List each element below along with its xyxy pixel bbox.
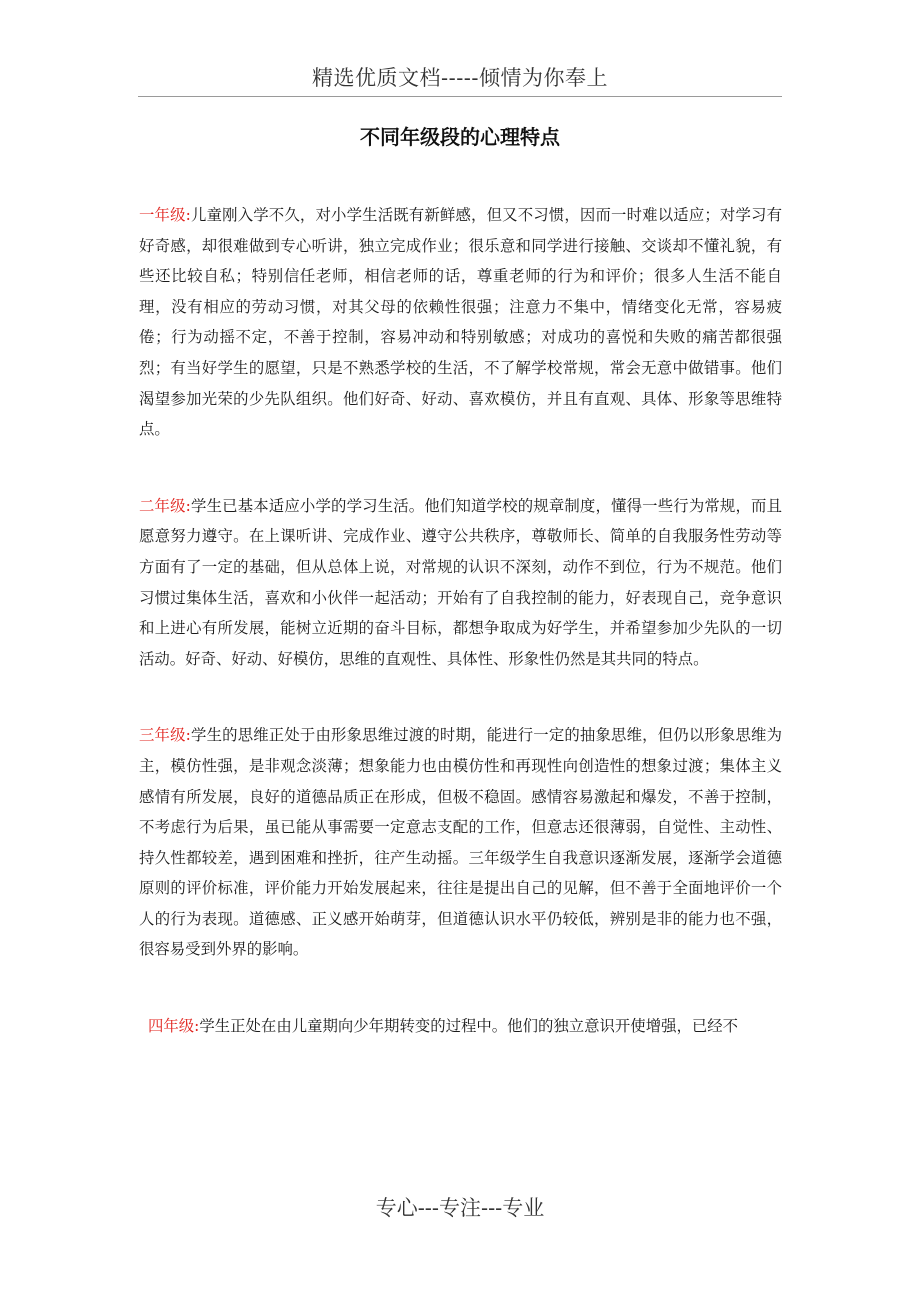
header-divider bbox=[138, 96, 782, 97]
section-text: 学生正处在由儿童期向少年期转变的过程中。他们的独立意识开使增强，已经不 bbox=[199, 1017, 739, 1036]
section-grade-2 bbox=[139, 491, 782, 675]
section-grade-3 bbox=[139, 720, 782, 965]
document-title: 不同年级段的心理特点 bbox=[360, 125, 560, 149]
grade-label: 二年级: bbox=[139, 496, 191, 515]
grade-label: 三年级: bbox=[139, 726, 191, 745]
grade-label: 一年级: bbox=[139, 206, 191, 224]
running-footer: 专心---专注---专业 bbox=[375, 1196, 545, 1220]
section-text: 学生的思维正处于由形象思维过渡的时期，能进行一定的抽象思维，但仍以形象思维为主，模仿性强，是非观念淡薄；想象能力也由模仿性和再现性向创造性的想象过渡；集体主义感情有所发展，良好的道德品质正在形成，但极不稳固。感情容易激起和爆发，不善于控制，不考虑行为后果，虽已能从事需要一定意志支配的工作，但意志还很薄弱，自觉性、主动性、持久性都较差，遇到困难和挫折，往产生动摇。三年级学生自我意识逐渐发展，逐渐学会道德原则的评价标准，评价能力开始发展起来，往往是提出自己的见解，但不善于全面地评价一个人的行为表现。道德感、正义感开始萌芽，但道德认识水平仍较低，辨别是非的能力也不强，很容易受到外界的影响。 bbox=[139, 726, 782, 959]
grade-label: 四年级: bbox=[148, 1017, 200, 1036]
section-text: 学生已基本适应小学的学习生活。他们知道学校的规章制度，懂得一些行为常规，而且愿意努力遵守。在上课听讲、完成作业、遵守公共秩序，尊敬师长、简单的自我服务性劳动等方面有了一定的基础，但从总体上说，对常规的认识不深刻，动作不到位，行为不规范。他们习惯过集体生活，喜欢和小伙伴一起活动；开始有了自我控制的能力，好表现自己，竞争意识和上进心有所发展，能树立近期的奋斗目标，都想争取成为好学生，并希望参加少先队的一切活动。好奇、好动、好模仿，思维的直观性、具体性、形象性仍然是其共同的特点。 bbox=[139, 496, 782, 668]
document-body bbox=[139, 200, 782, 1042]
section-text: 儿童刚入学不久，对小学生活既有新鲜感，但又不习惯，因而一时难以适应；对学习有好奇感，却很难做到专心听讲，独立完成作业；很乐意和同学进行接触、交谈却不懂礼貌，有些还比较自私；特别信任老师，相信老师的话，尊重老师的行为和评价；很多人生活不能自理，没有相应的劳动习惯，对其父母的依赖性很强；注意力不集中，情绪变化无常，容易疲倦；行为动摇不定，不善于控制，容易冲动和特别敏感；对成功的喜悦和失败的痛苦都很强烈；有当好学生的愿望，只是不熟悉学校的生活，不了解学校常规，常会无意中做错事。他们渴望参加光荣的少先队组织。他们好奇、好动、喜欢模仿，并且有直观、具体、形象等思维特点。 bbox=[139, 206, 782, 439]
section-grade-4 bbox=[139, 1011, 782, 1042]
running-header: 精选优质文档-----倾情为你奉上 bbox=[312, 66, 608, 90]
section-grade-1 bbox=[139, 200, 782, 445]
